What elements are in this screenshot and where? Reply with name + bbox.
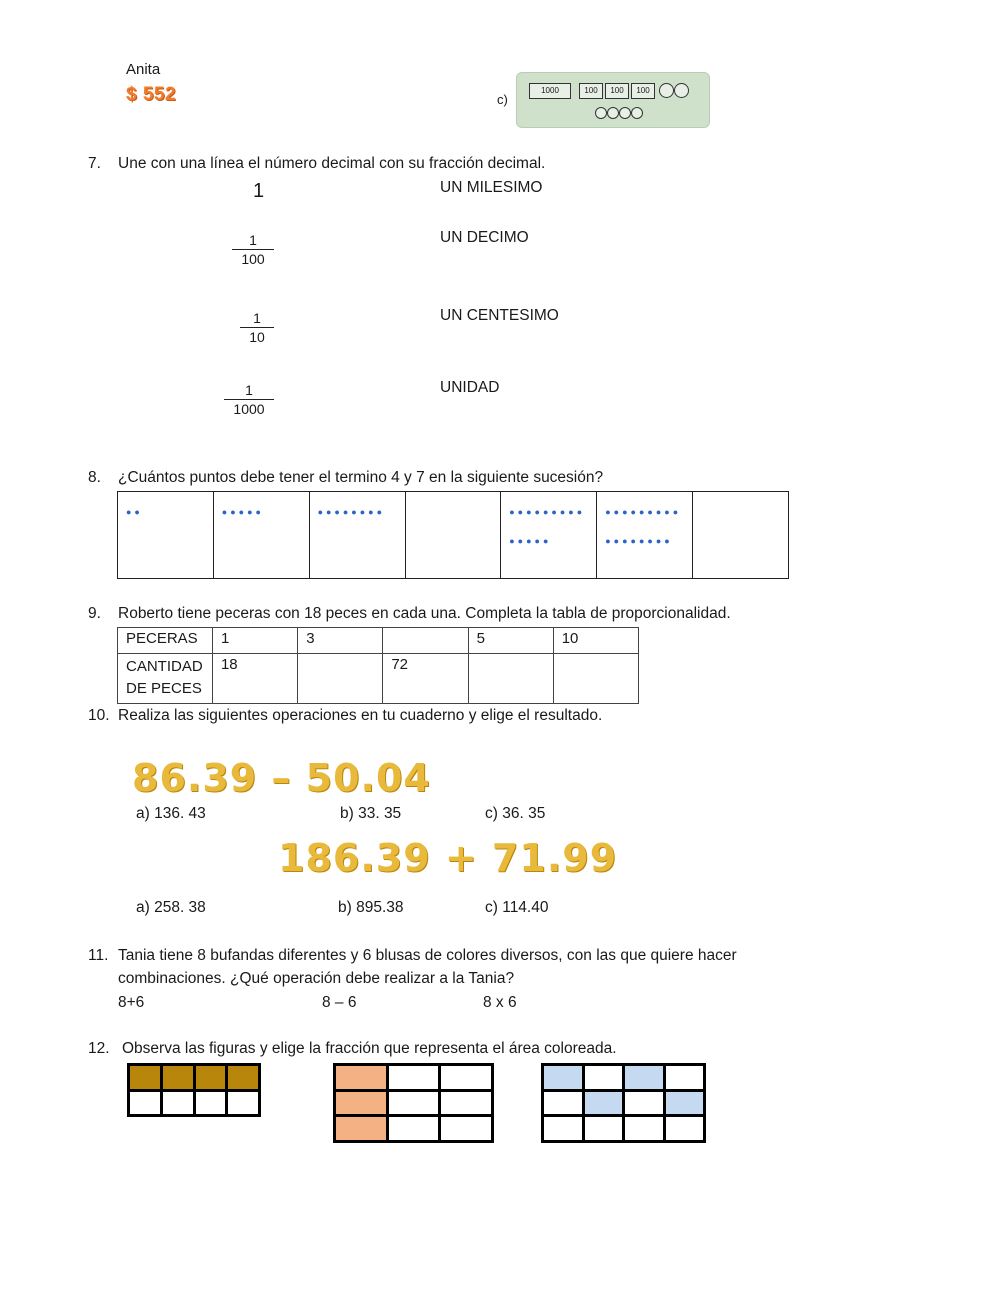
denominator: 1000 (224, 399, 274, 418)
q10-number: 10. (88, 707, 110, 724)
q12-text: Observa las figuras y elige la fracción que representa el área coloreada. (122, 1040, 617, 1057)
sequence-term-4-blank[interactable] (405, 492, 501, 579)
grid-cell-colored (161, 1065, 194, 1091)
q10-op1-option-c[interactable]: c) 36. 35 (485, 805, 546, 822)
sequence-term-5: ●●●●●●●●●●●●●● (501, 492, 597, 579)
q7-number: 7. (88, 155, 101, 172)
grid-cell (543, 1116, 584, 1142)
q7-option-unidad[interactable]: UNIDAD (440, 379, 500, 396)
cell: 18 (212, 654, 297, 704)
q8-text: ¿Cuántos puntos debe tener el termino 4 y 7 en la siguiente sucesión? (118, 469, 604, 486)
q7-fraction-thousandth[interactable] (224, 381, 274, 418)
q11-text-line2: combinaciones. ¿Qué operación debe realizar a la Tania? (118, 970, 515, 987)
row-label-cantidad: CANTIDAD DE PECES (118, 654, 213, 704)
grid-cell (583, 1116, 624, 1142)
grid-cell (543, 1090, 584, 1116)
q7-fraction-hundredth[interactable] (232, 231, 274, 268)
denominator: 10 (240, 327, 274, 346)
person-name: Anita (126, 61, 161, 78)
q11-text-line1: Tania tiene 8 bufandas diferentes y 6 blusas de colores diversos, con las que quiere hacer (118, 947, 737, 964)
grid-cell (194, 1090, 227, 1116)
cell-blank[interactable] (298, 654, 383, 704)
sequence-term-2: ●●●●● (213, 492, 309, 579)
grid-cell (129, 1090, 162, 1116)
q8-sequence-table (117, 491, 789, 579)
grid-cell (624, 1116, 665, 1142)
q7-option-milesimo[interactable]: UN MILESIMO (440, 179, 543, 196)
cell-blank[interactable] (553, 654, 638, 704)
q7-text: Une con una línea el número decimal con su fracción decimal. (118, 155, 546, 172)
coin-icon (607, 107, 619, 119)
bill-100: 100 (631, 83, 655, 99)
q12-number: 12. (88, 1040, 110, 1057)
row-label-peceras: PECERAS (118, 628, 213, 654)
numerator: 1 (253, 310, 261, 326)
q10-op2-option-b[interactable]: b) 895.38 (338, 899, 404, 916)
grid-cell (387, 1116, 440, 1142)
cell: 72 (383, 654, 468, 704)
sequence-term-6: ●●●●●●●●●●●●●●●●● (597, 492, 693, 579)
grid-cell-colored (583, 1090, 624, 1116)
cell-blank[interactable] (383, 628, 468, 654)
bill-100: 100 (579, 83, 603, 99)
q10-op1-option-b[interactable]: b) 33. 35 (340, 805, 402, 822)
bill-1000: 1000 (529, 83, 571, 99)
grid-cell-colored (129, 1065, 162, 1091)
numerator: 1 (245, 382, 253, 398)
grid-cell (624, 1090, 665, 1116)
cell: 1 (212, 628, 297, 654)
cell: 3 (298, 628, 383, 654)
q11-option-subtract[interactable]: 8 – 6 (322, 994, 357, 1011)
coin-icon (619, 107, 631, 119)
grid-cell-colored (624, 1065, 665, 1091)
numerator: 1 (249, 232, 257, 248)
grid-cell-colored (227, 1065, 260, 1091)
q12-figure-1[interactable] (127, 1063, 261, 1117)
q10-op1-option-a[interactable]: a) 136. 43 (136, 805, 206, 822)
q11-number: 11. (88, 947, 109, 964)
grid-cell (161, 1090, 194, 1116)
coin-icon (631, 107, 643, 119)
grid-cell (664, 1065, 705, 1091)
grid-cell (227, 1090, 260, 1116)
grid-cell (387, 1065, 440, 1091)
q7-whole-one[interactable]: 1 (253, 180, 265, 202)
grid-cell (440, 1090, 493, 1116)
q11-option-multiply[interactable]: 8 x 6 (483, 994, 517, 1011)
cell: 5 (468, 628, 553, 654)
q11-option-add[interactable]: 8+6 (118, 994, 145, 1011)
grid-cell (440, 1116, 493, 1142)
sequence-term-3: ●●●●●●●● (309, 492, 405, 579)
grid-cell (440, 1065, 493, 1091)
price-label: $ 552 (126, 84, 177, 105)
grid-cell-colored (194, 1065, 227, 1091)
bill-100: 100 (605, 83, 629, 99)
coin-icon (595, 107, 607, 119)
coin-icon (659, 83, 674, 98)
q10-op2-option-a[interactable]: a) 258. 38 (136, 899, 206, 916)
q10-text: Realiza las siguientes operaciones en tu cuaderno y elige el resultado. (118, 707, 603, 724)
q8-number: 8. (88, 469, 101, 486)
q12-figure-3[interactable] (541, 1063, 706, 1143)
q10-operation-addition: 186.39 + 71.99 (278, 836, 618, 880)
q9-text: Roberto tiene peceras con 18 peces en cada una. Completa la tabla de proporcionalidad. (118, 605, 731, 622)
grid-cell-colored (335, 1116, 388, 1142)
sequence-term-1: ●● (118, 492, 214, 579)
q7-option-centesimo[interactable]: UN CENTESIMO (440, 307, 559, 324)
grid-cell-colored (335, 1090, 388, 1116)
grid-cell (583, 1065, 624, 1091)
q9-proportion-table (117, 627, 639, 704)
q10-op2-option-c[interactable]: c) 114.40 (485, 899, 549, 916)
denominator: 100 (232, 249, 274, 268)
sequence-term-7-blank[interactable] (693, 492, 789, 579)
coin-icon (674, 83, 689, 98)
grid-cell-colored (664, 1090, 705, 1116)
q10-operation-subtraction: 86.39 – 50.04 (132, 756, 431, 800)
cell: 10 (553, 628, 638, 654)
q7-fraction-tenth[interactable] (240, 309, 274, 346)
grid-cell (387, 1090, 440, 1116)
q7-option-decimo[interactable]: UN DECIMO (440, 229, 529, 246)
grid-cell (664, 1116, 705, 1142)
q12-figure-2[interactable] (333, 1063, 494, 1143)
grid-cell-colored (543, 1065, 584, 1091)
grid-cell-colored (335, 1065, 388, 1091)
option-c-label: c) (497, 92, 508, 107)
q9-number: 9. (88, 605, 101, 622)
cell-blank[interactable] (468, 654, 553, 704)
money-image (516, 72, 710, 128)
